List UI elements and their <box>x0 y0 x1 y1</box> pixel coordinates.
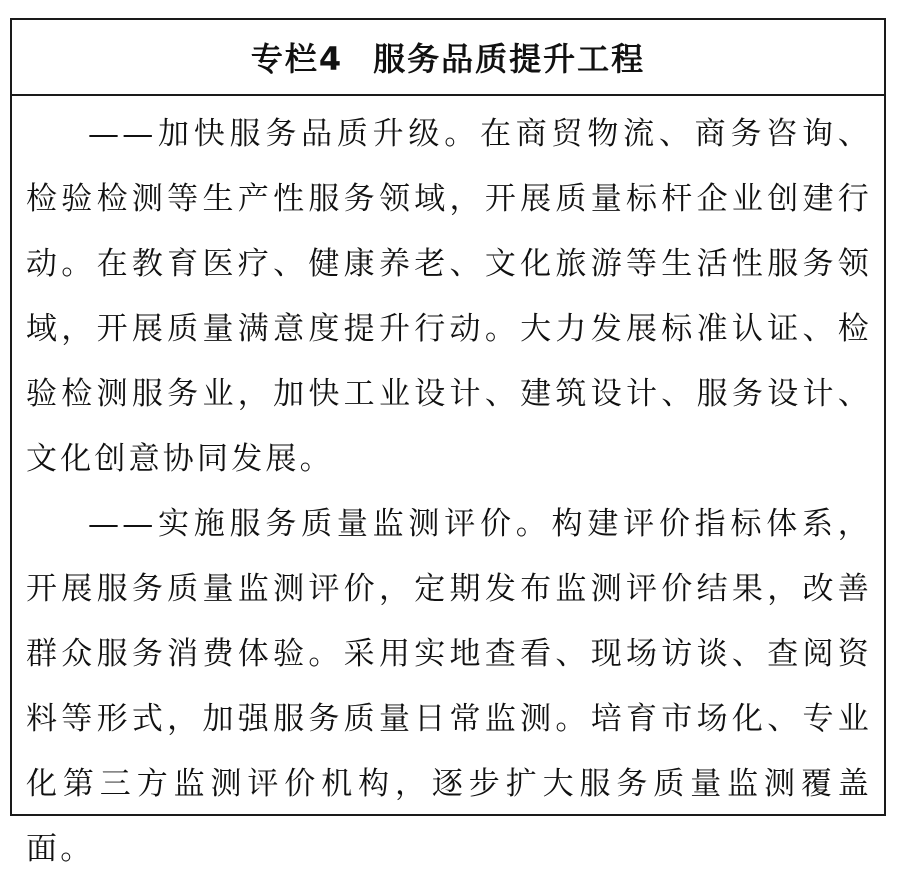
feature-box <box>10 18 886 867</box>
box-title <box>12 20 884 96</box>
paragraph-quality-monitoring: ——实施服务质量监测评价。构建评价指标体系，开展服务质量监测评价，定期发布监测评价结果，改善群众服务消费体验。采用实地查看、现场访谈、查阅资料等形式，加强服务质量日常监测。培育市场化、专业化第三方监测评价机构，逐步扩大服务质量监测覆盖面。 <box>26 506 872 867</box>
paragraph-service-quality-upgrade: ——加快服务品质升级。在商贸物流、商务咨询、检验检测等生产性服务领域，开展质量标杆企业创建行动。在教育医疗、健康养老、文化旅游等生活性服务领域，开展质量满意度提升行动。大力发展标准认证、检验检测服务业，加快工业设计、建筑设计、服务设计、文化创意协同发展。 <box>26 116 872 477</box>
box-title-label: 专栏4 <box>250 40 344 78</box>
box-content <box>12 96 884 882</box>
box-title-text: 服务品质提升工程 <box>373 40 646 78</box>
